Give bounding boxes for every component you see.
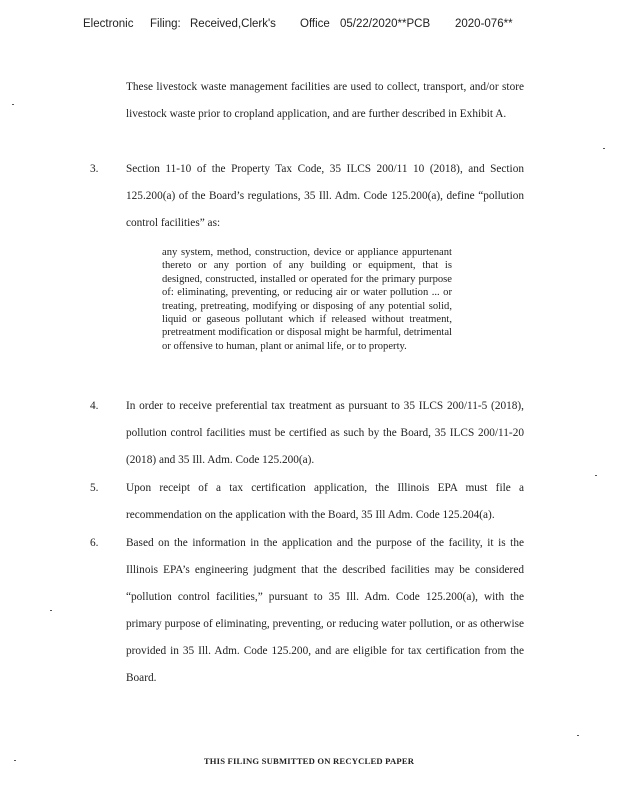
scan-speck (577, 735, 579, 736)
header-filing: Filing: (150, 18, 181, 30)
scan-speck (603, 148, 605, 149)
paragraph-5-number: 5. (90, 482, 99, 494)
header-docket: 2020-076** (455, 18, 513, 30)
paragraph-3-text: Section 11-10 of the Property Tax Code, 35 ILCS 200/11 10 (2018), and Section 125.200(a) of the Board’s regulations, 35 Ill. Adm. Code 125.200(a), define “pollution control facilities” as: (126, 163, 524, 229)
paragraph-6-text: Based on the information in the application and the purpose of the facility, it is the Illinois EPA’s engineering judgment that the described facilities may be considered “pollution control facilities,” pursuant to 35 Ill. Adm. Code 125.200(a), with the primary purpose of eliminating, preventing, or reducing water pollution, or as otherwise provided in 35 Ill. Adm. Code 125.200, and are eligible for tax certification from the Board. (126, 537, 524, 684)
paragraph-6-number: 6. (90, 537, 99, 549)
paragraph-5-text: Upon receipt of a tax certification application, the Illinois EPA must file a recommendation on the application with the Board, 35 Ill Adm. Code 125.204(a). (126, 482, 524, 521)
paragraph-4-text: In order to receive preferential tax treatment as pursuant to 35 ILCS 200/11-5 (2018), pollution control facilities must be certified as such by the Board, 35 ILCS 200/11-20 (2018) and 35 Ill. Adm. Code 125.200(a). (126, 400, 524, 466)
paragraph-3-number: 3. (90, 163, 99, 175)
scan-speck (14, 760, 16, 761)
carryover-paragraph: These livestock waste management facilities are used to collect, transport, and/or store livestock waste prior to cropland application, and are further described in Exhibit A. (126, 81, 524, 120)
header-office: Office (300, 18, 330, 30)
block-quote-definition: any system, method, construction, device or appliance appurtenant thereto or any portion of any building or equipment, that is designed, constructed, installed or operated for the primary purpose of: eliminating, preventing, or reducing air or water pollution ... or treating, pretreating, modifying or disposing of any potential solid, liquid or gaseous pollutant which if released without treatment, pretreatment modification or disposal might be harmful, detrimental or offensive to human, plant or animal life, or to property. (162, 247, 452, 352)
recycled-paper-footer: THIS FILING SUBMITTED ON RECYCLED PAPER (203, 756, 415, 766)
filing-stamp-header (0, 18, 618, 36)
scan-speck (50, 610, 52, 611)
paragraph-4-number: 4. (90, 400, 99, 412)
header-received: Received,Clerk's (190, 18, 276, 30)
scan-speck (12, 104, 14, 105)
scan-speck (595, 475, 597, 476)
header-electronic: Electronic (83, 18, 134, 30)
header-date: 05/22/2020**PCB (340, 18, 431, 30)
